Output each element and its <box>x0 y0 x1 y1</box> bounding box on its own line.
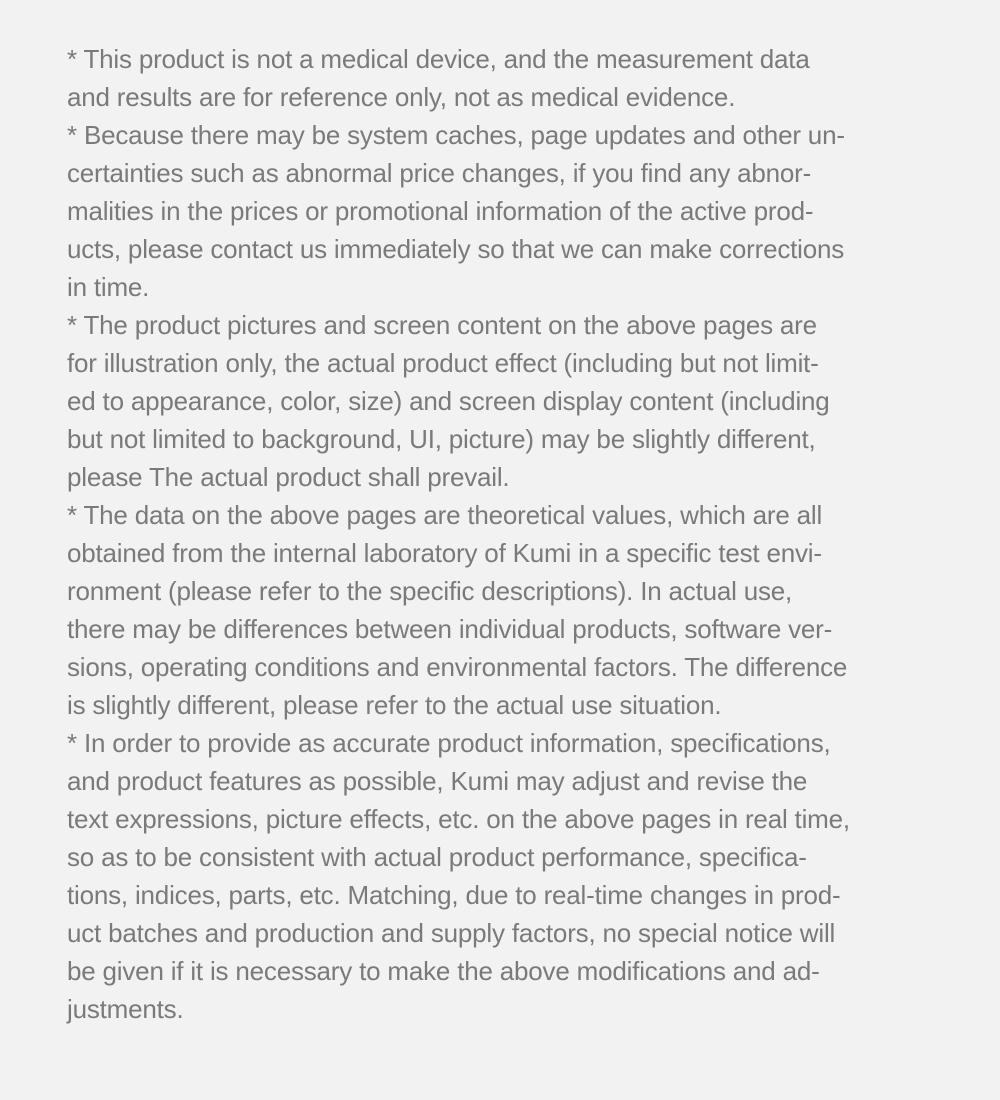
disclaimer-list <box>67 40 943 1028</box>
disclaimer-item-revisions: * In order to provide as accurate product information, specifications, and product features as possible, Kumi may adjust and revise the text expressions, picture effects, etc. on the above pages in real time, so as to be consistent with actual product performance, specifica- tions, indices, parts, etc. Matching, due to real-time changes in prod- uct batches and production and supply factors, no special notice will be given if it is necessary to make the above modifications and ad- justments. <box>67 728 850 1024</box>
disclaimer-item-data: * The data on the above pages are theoretical values, which are all obtained from the internal laboratory of Kumi in a specific test envi- ronment (please refer to the specific descriptions). In actual use, there may be differences between individual products, software ver- sions, operating conditions and environmental factors. The difference is slightly different, please refer to the actual use situation. <box>67 500 848 720</box>
disclaimer-item-medical: * This product is not a medical device, and the measurement data and results are for reference only, not as medical evidence. <box>67 44 810 112</box>
disclaimer-item-pricing: * Because there may be system caches, page updates and other un- certainties such as abnormal price changes, if you find any abnor- malities in the prices or promotional information of the active prod- ucts, please contact us immediately so that we can make corrections in time. <box>67 120 845 302</box>
disclaimer-item-pictures: * The product pictures and screen content on the above pages are for illustration only, the actual product effect (including but not limit- ed to appearance, color, size) and screen display content (including but not limited to background, UI, picture) may be slightly different, please The actual product shall prevail. <box>67 310 830 492</box>
